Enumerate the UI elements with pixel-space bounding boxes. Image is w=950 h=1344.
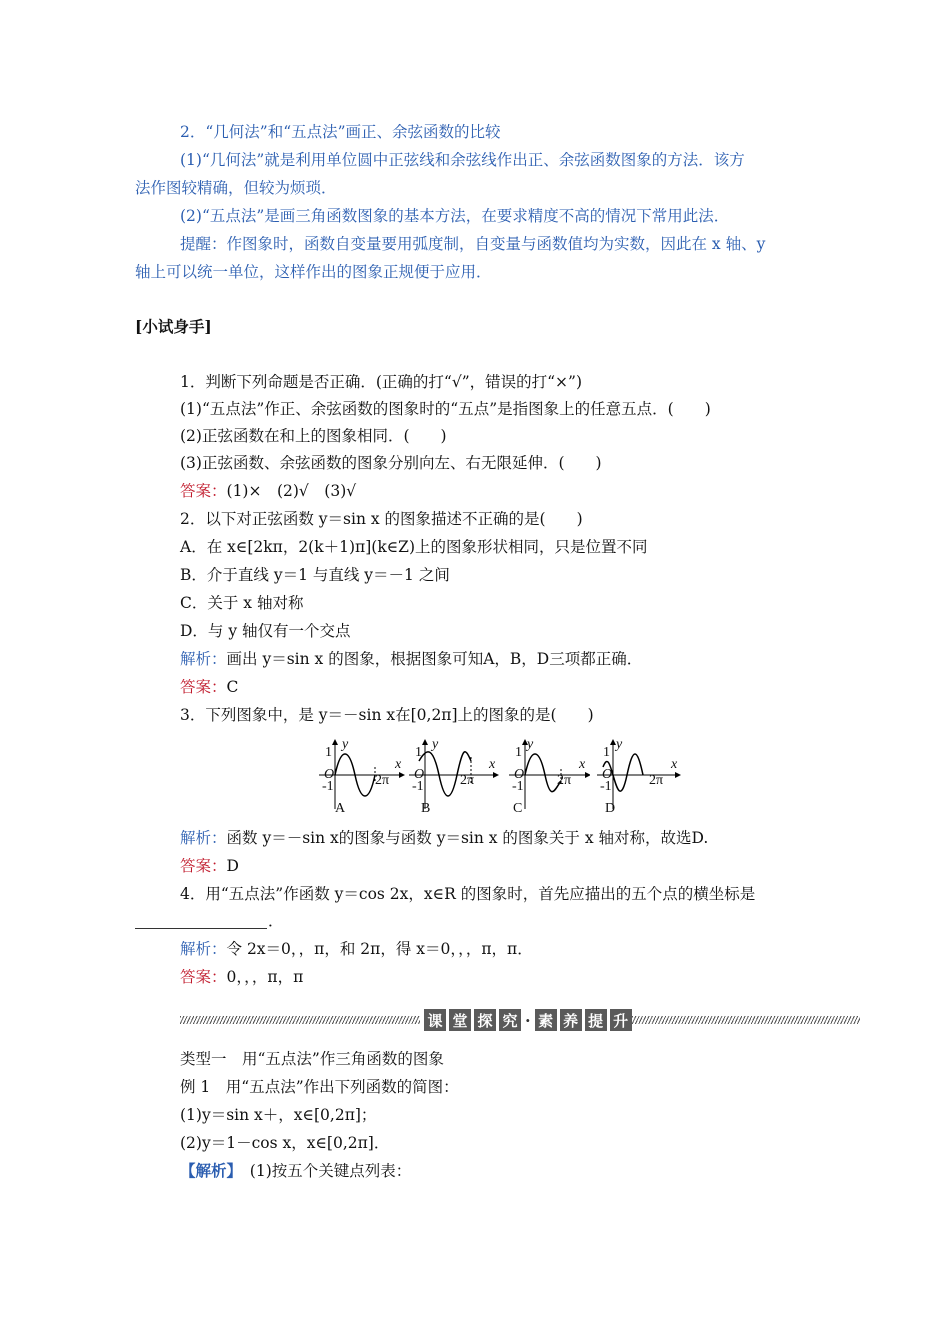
graph-c-y: y xyxy=(527,737,534,752)
graph-c-origin: O xyxy=(514,767,525,782)
graph-a-2pi: 2π xyxy=(375,773,390,788)
graph-d xyxy=(593,737,683,821)
section2-tip-b: 轴上可以统一单位，这样作出的图象正规便于应用． xyxy=(135,263,492,281)
banner-char: 课 xyxy=(424,1009,446,1031)
q4-stem: 4．用“五点法”作函数 y＝cos 2x，x∈R 的图象时，首先应描出的五个点的横坐标是 xyxy=(180,885,756,903)
graph-d-origin: O xyxy=(602,767,613,782)
graph-a-one: 1 xyxy=(325,745,332,760)
banner-separator: · xyxy=(525,1010,531,1030)
q2-stem: 2．以下对正弦函数 y＝sin x 的图象描述不正确的是( ) xyxy=(180,510,583,528)
section2-p2: (2)“五点法”是画三角函数图象的基本方法，在要求精度不高的情况下常用此法． xyxy=(180,207,730,225)
graph-b-2pi: 2π xyxy=(460,773,475,788)
graph-c xyxy=(505,737,590,821)
graph-b-origin: O xyxy=(414,767,425,782)
graph-d-label: D xyxy=(605,801,616,816)
q3-stem: 3．下列图象中，是 y＝－sin x在[0,2π]上的图象的是( ) xyxy=(180,706,594,724)
q3-analysis: 函数 y＝－sin x的图象与函数 y＝sin x 的图象关于 x 轴对称，故选D. xyxy=(226,829,709,847)
section2-tip-a: 提醒：作图象时，函数自变量要用弧度制，自变量与函数值均为实数，因此在 x 轴、y xyxy=(180,235,766,253)
q1-s2: (2)正弦函数在和上的图象相同．( ) xyxy=(180,427,447,445)
type1-solution: (1)按五个关键点列表： xyxy=(249,1162,412,1180)
q1-answer-row xyxy=(180,480,356,502)
section-banner xyxy=(424,1009,632,1031)
graph-c-label: C xyxy=(513,801,523,816)
practice-heading: [小试身手] xyxy=(135,317,212,336)
q2-option-c: C．关于 x 轴对称 xyxy=(180,594,304,612)
banner-char: 究 xyxy=(499,1009,521,1031)
q1-s3: (3)正弦函数、余弦函数的图象分别向左、右无限延伸．( ) xyxy=(180,454,602,472)
graph-b-one: 1 xyxy=(415,745,422,760)
q2-answer: C xyxy=(226,678,239,696)
graph-d-2pi: 2π xyxy=(649,773,664,788)
graph-c-2pi: 2π xyxy=(557,773,572,788)
q2-analysis: 画出 y＝sin x 的图象，根据图象可知A，B，D三项都正确． xyxy=(226,650,643,668)
q3-answer: D xyxy=(226,857,239,875)
graph-b-neg: -1 xyxy=(412,779,424,794)
type1-solution-label: 【解析】 xyxy=(180,1161,235,1180)
graph-b xyxy=(405,737,500,821)
graph-a-label: A xyxy=(335,801,346,816)
graph-c-neg: -1 xyxy=(512,779,524,794)
banner-hatch-right xyxy=(632,1016,860,1024)
graph-a-origin: O xyxy=(324,767,335,782)
banner-char: 养 xyxy=(560,1009,582,1031)
graph-b-x: x xyxy=(489,757,496,772)
graph-a-x: x xyxy=(395,757,402,772)
graph-d-one: 1 xyxy=(603,745,610,760)
section2-p1b: 法作图较精确，但较为烦琐． xyxy=(135,179,337,197)
q3-answer-label: 答案： xyxy=(180,857,227,875)
q1-answer-label: 答案： xyxy=(180,482,227,500)
q2-option-b: B．介于直线 y＝1 与直线 y＝－1 之间 xyxy=(180,566,450,584)
graph-a-neg: -1 xyxy=(322,779,334,794)
type1-title: 类型一 用“五点法”作三角函数的图象 xyxy=(180,1050,444,1068)
q2-answer-row xyxy=(180,676,238,698)
q2-option-d: D．与 y 轴仅有一个交点 xyxy=(180,622,351,640)
q4-blank-end: ． xyxy=(268,912,284,930)
banner-char: 堂 xyxy=(449,1009,471,1031)
q4-analysis-label: 解析： xyxy=(180,940,227,958)
graph-b-label: B xyxy=(421,801,431,816)
q2-analysis-row xyxy=(180,648,642,670)
banner-char: 素 xyxy=(535,1009,557,1031)
type1-e2: (2)y＝1－cos x，x∈[0,2π]． xyxy=(180,1134,390,1152)
banner-hatch-left xyxy=(180,1016,420,1024)
q1-answer: (1)× (2)√ (3)√ xyxy=(226,482,357,500)
banner-char: 提 xyxy=(585,1009,607,1031)
graph-d-y: y xyxy=(616,737,623,752)
q4-analysis-row xyxy=(180,938,533,960)
q4-analysis: 令 2x＝0，，π，和 2π，得 x＝0，，，π，π． xyxy=(226,940,533,958)
q3-answer-row xyxy=(180,855,239,877)
q2-option-a: A．在 x∈[2kπ，2(k＋1)π](k∈Z)上的图象形状相同，只是位置不同 xyxy=(180,538,648,556)
graph-c-x: x xyxy=(579,757,586,772)
type1-e1: (1)y＝sin x＋，x∈[0,2π]； xyxy=(180,1106,377,1124)
q2-analysis-label: 解析： xyxy=(180,650,227,668)
type1-example: 例 1 用“五点法”作出下列函数的简图： xyxy=(180,1078,459,1096)
q4-answer-label: 答案： xyxy=(180,968,227,986)
q1-s1: (1)“五点法”作正、余弦函数的图象时的“五点”是指图象上的任意五点．( ) xyxy=(180,400,711,418)
q2-answer-label: 答案： xyxy=(180,678,227,696)
type1-solution-row xyxy=(180,1160,411,1182)
q4-answer: 0，，，π，π xyxy=(226,968,304,986)
graph-b-y: y xyxy=(432,737,439,752)
q1-stem: 1．判断下列命题是否正确．(正确的打“√”，错误的打“×”) xyxy=(180,373,583,391)
graph-a xyxy=(315,737,405,821)
graph-c-one: 1 xyxy=(515,745,522,760)
graph-a-y: y xyxy=(342,737,349,752)
section2-p1a: (1)“几何法”就是利用单位圆中正弦线和余弦线作出正、余弦函数图象的方法．该方 xyxy=(180,151,745,169)
q3-analysis-row xyxy=(180,827,708,849)
banner-char: 探 xyxy=(474,1009,496,1031)
section2-title: 2．“几何法”和“五点法”画正、余弦函数的比较 xyxy=(180,123,501,141)
banner-char: 升 xyxy=(610,1009,632,1031)
q4-answer-row xyxy=(180,966,303,988)
q4-answer-blank xyxy=(135,928,267,929)
graph-d-neg: -1 xyxy=(600,779,612,794)
graph-d-x: x xyxy=(671,757,678,772)
q3-analysis-label: 解析： xyxy=(180,829,227,847)
